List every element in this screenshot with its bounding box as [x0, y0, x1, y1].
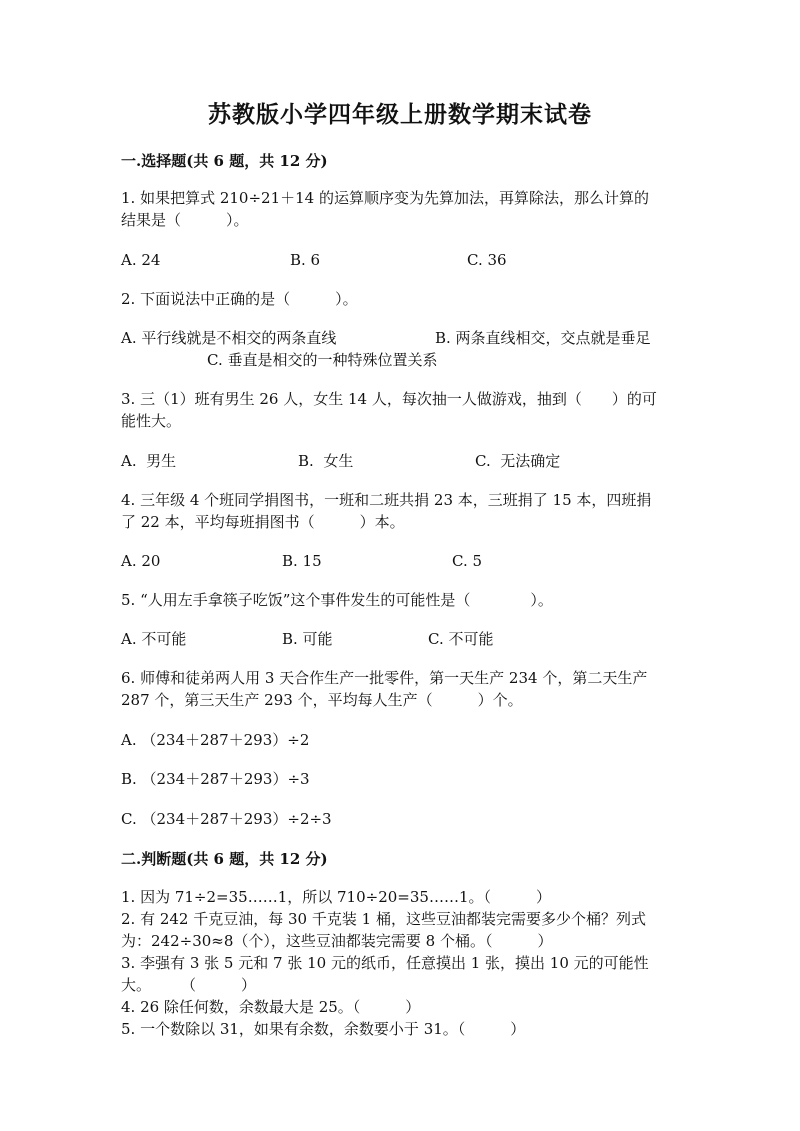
question-4-line-2: 了 22 本，平均每班捐图书（ ）本。 [121, 513, 405, 531]
question-4-line-1: 4. 三年级 4 个班同学捐图书，一班和二班共捐 23 本，三班捐了 15 本，四班捐 [121, 491, 652, 509]
question-3-line-1: 3. 三（1）班有男生 26 人，女生 14 人，每次抽一人做游戏，抽到（ ）的可 [121, 390, 657, 408]
question-6-line-2: 287 个，第三天生产 293 个，平均每人生产（ ）个。 [121, 691, 523, 709]
tf-question-3-line-1: 3. 李强有 3 张 5 元和 7 张 10 元的纸币，任意摸出 1 张，摸出 10 元的可能性 [121, 954, 649, 972]
question-1-line-1: 1. 如果把算式 210÷21＋14 的运算顺序变为先算加法，再算除法，那么计算的 [121, 189, 649, 207]
section-heading-true-false: 二.判断题(共 6 题，共 12 分) [121, 850, 328, 868]
exam-title: 苏教版小学四年级上册数学期末试卷 [208, 101, 592, 128]
question-2-option-b: B. 两条直线相交，交点就是垂足 [435, 329, 651, 347]
question-5-option-a: A. 不可能 [121, 630, 187, 648]
question-5-line-1: 5. “人用左手拿筷子吃饭”这个事件发生的可能性是（ ）。 [121, 591, 553, 609]
tf-question-2-line-1: 2. 有 242 千克豆油，每 30 千克装 1 桶，这些豆油都装完需要多少个桶？列式 [121, 910, 646, 928]
tf-question-4: 4. 26 除任何数，余数最大是 25。（ ） [121, 998, 421, 1016]
question-5-option-b: B. 可能 [282, 630, 333, 648]
question-1-line-2: 结果是（ ）。 [121, 211, 249, 229]
question-3-option-c: C. 无法确定 [475, 452, 561, 470]
question-2-line-1: 2. 下面说法中正确的是（ ）。 [121, 290, 358, 308]
question-5-option-c: C. 不可能 [428, 630, 494, 648]
question-4-option-c: C. 5 [452, 552, 483, 570]
question-6-option-a: A. （234＋287＋293）÷2 [121, 731, 310, 749]
tf-question-2-line-2: 为：242÷30≈8（个），这些豆油都装完需要 8 个桶。（ ） [121, 932, 553, 950]
question-2-option-a: A. 平行线就是不相交的两条直线 [121, 329, 337, 347]
question-1-option-b: B. 6 [290, 251, 321, 269]
question-1-option-c: C. 36 [467, 251, 507, 269]
question-1-option-a: A. 24 [121, 251, 161, 269]
question-2-option-c: C. 垂直是相交的一种特殊位置关系 [207, 351, 438, 369]
tf-question-1: 1. 因为 71÷2=35……1，所以 710÷20=35……1。（ ） [121, 888, 551, 906]
section-heading-multiple-choice: 一.选择题(共 6 题，共 12 分) [121, 152, 328, 170]
tf-question-3-line-2: 大。 （ ） [121, 976, 257, 994]
question-3-option-b: B. 女生 [298, 452, 354, 470]
tf-question-5: 5. 一个数除以 31，如果有余数，余数要小于 31。（ ） [121, 1020, 526, 1038]
question-4-option-b: B. 15 [282, 552, 322, 570]
question-6-line-1: 6. 师傅和徒弟两人用 3 天合作生产一批零件，第一天生产 234 个，第二天生产 [121, 669, 648, 687]
question-4-option-a: A. 20 [121, 552, 161, 570]
question-3-line-2: 能性大。 [121, 412, 182, 430]
question-3-option-a: A. 男生 [121, 452, 177, 470]
question-6-option-b: B. （234＋287＋293）÷3 [121, 770, 310, 788]
question-6-option-c: C. （234＋287＋293）÷2÷3 [121, 810, 332, 828]
